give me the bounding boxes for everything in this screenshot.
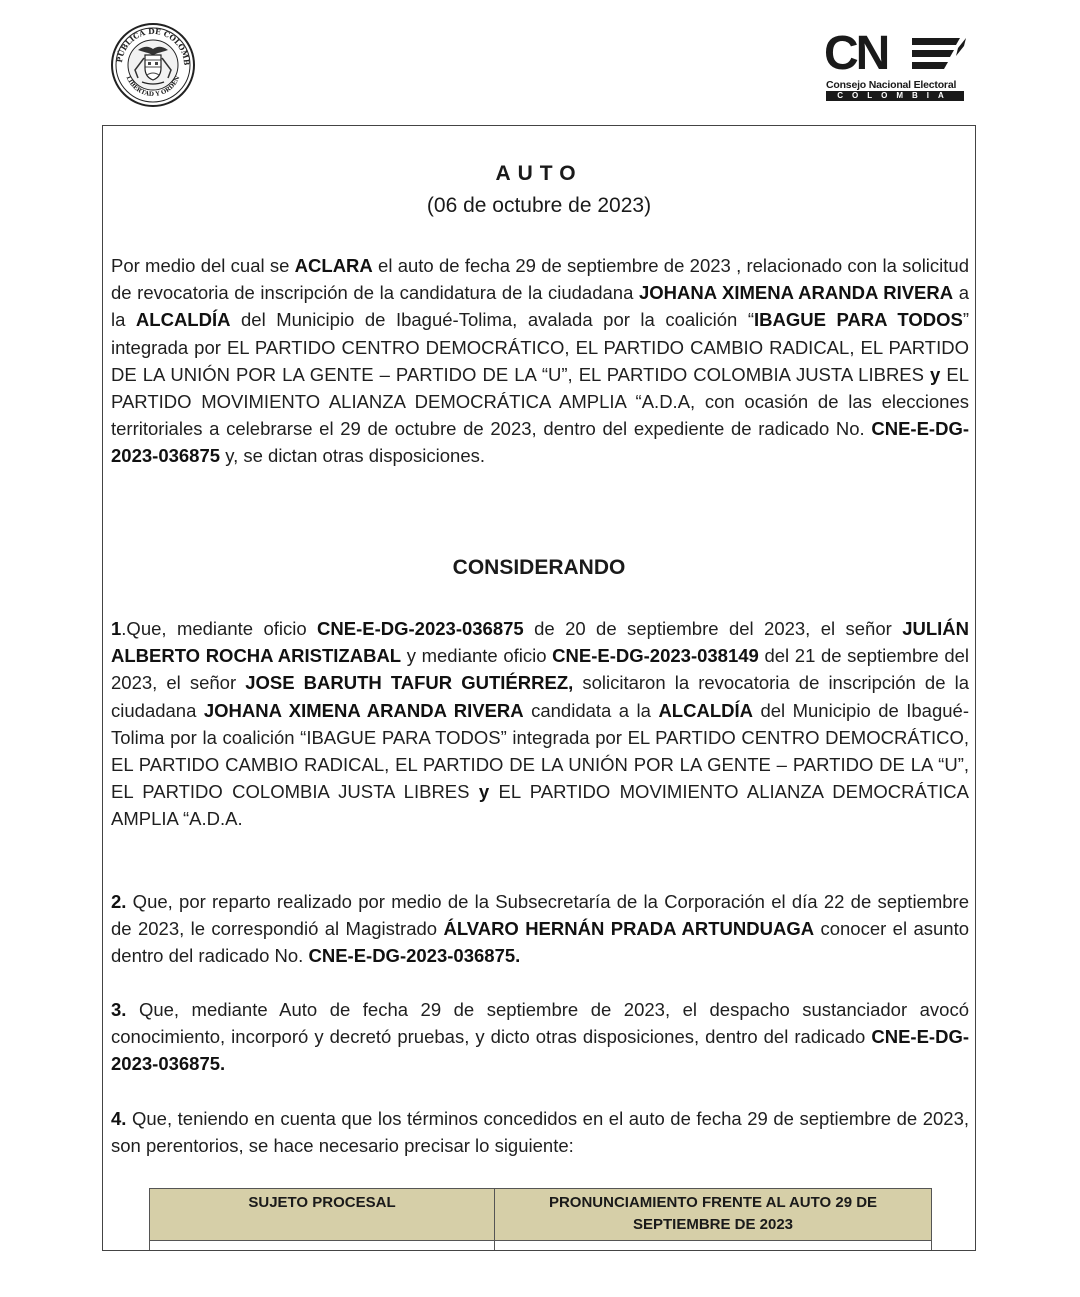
bold-text-run: ÁLVARO HERNÁN PRADA ARTUNDUAGA bbox=[443, 918, 815, 940]
table-row bbox=[150, 1241, 932, 1252]
text-run: Que, mediante Auto de fecha 29 de septiembre de 2023, el despacho sustanciador avocó conocimiento, incorporó y decretó pruebas, y dicto otras disposiciones, dentro del radicado bbox=[111, 999, 969, 1048]
text-run: Que, teniendo en cuenta que los términos concedidos en el auto de fecha 29 de septiembre de 2023, son perentorios, se hace necesario precisar lo siguiente: bbox=[111, 1108, 969, 1157]
text-run: y mediante oficio bbox=[401, 645, 553, 667]
bold-text-run: CNE-E-DG-2023-036875 bbox=[317, 618, 524, 639]
cne-logo bbox=[824, 27, 966, 102]
considerando-paragraph-4 bbox=[111, 1105, 969, 1159]
seal-bottom-text: LIBERTAD Y ORDEN bbox=[124, 74, 182, 99]
considerando-paragraph-3 bbox=[111, 996, 969, 1078]
text-run: solicitaron la revocatoria de inscripción de la ciudadana bbox=[111, 672, 969, 721]
text-run: de 20 de septiembre del 2023, el señor bbox=[523, 618, 903, 639]
bold-text-run: y bbox=[930, 363, 941, 385]
bold-text-run: ALCALDÍA bbox=[658, 699, 753, 721]
bold-text-run: JOSE BARUTH TAFUR GUTIÉRREZ, bbox=[245, 672, 574, 694]
text-run: Por medio del cual se bbox=[111, 255, 295, 276]
bold-text-run: 2. bbox=[111, 891, 127, 912]
text-run: y, se dictan otras disposiciones. bbox=[220, 445, 486, 467]
text-run: del Municipio de Ibagué-Tolima, avalada por la coalición “ bbox=[230, 309, 755, 331]
cne-logo-country: COLOMBIA bbox=[826, 91, 964, 101]
bold-text-run: y bbox=[478, 781, 490, 803]
procedural-table bbox=[149, 1188, 932, 1251]
considerando-heading: CONSIDERANDO bbox=[452, 556, 626, 579]
bold-text-run: 1 bbox=[111, 618, 122, 639]
bold-text-run: 4. bbox=[111, 1108, 127, 1129]
bold-text-run: 3. bbox=[111, 999, 127, 1020]
bold-text-run: CNE-E-DG-2023-038149 bbox=[552, 645, 759, 667]
bold-text-run: CNE-E-DG-2023-036875 bbox=[111, 418, 969, 467]
cne-logo-name: Consejo Nacional Electoral bbox=[826, 79, 957, 91]
considerando-paragraph-1 bbox=[111, 615, 969, 833]
considerando-paragraph-2 bbox=[111, 888, 969, 970]
bold-text-run: JOHANA XIMENA ARANDA RIVERA bbox=[203, 699, 524, 721]
seal-top-text: PÚBLICA DE COLOMB bbox=[115, 26, 192, 66]
text-run: del 21 de septiembre del 2023, el señor bbox=[111, 645, 970, 694]
table-cell bbox=[495, 1241, 932, 1252]
text-run: del Municipio de Ibagué-Tolima por la coalición “IBAGUE PARA TODOS” integrada por EL PARTIDO CENTRO DEMOCRÁTICO, EL PARTIDO CAMBIO RADICAL, EL PARTIDO DE LA UNIÓN POR LA GENTE – PARTIDO DE LA “U”, EL PARTIDO COLOMBIA JUSTA LIBRES bbox=[111, 699, 970, 803]
text-run: conocer el asunto dentro del radicado No. bbox=[111, 918, 970, 967]
document-frame bbox=[102, 125, 976, 1251]
table-header-sujeto: SUJETO PROCESAL bbox=[150, 1189, 495, 1241]
bold-text-run: CNE-E-DG-2023-036875. bbox=[111, 1026, 969, 1075]
bold-text-run: IBAGUE PARA TODOS bbox=[754, 309, 963, 331]
document-title: AUTO bbox=[495, 162, 583, 185]
colombia-seal bbox=[110, 22, 196, 108]
table-header-pronunciamiento: PRONUNCIAMIENTO FRENTE AL AUTO 29 DE SEPTIEMBRE DE 2023 bbox=[495, 1189, 932, 1241]
bold-text-run: ACLARA bbox=[294, 255, 373, 276]
text-run: EL PARTIDO MOVIMIENTO ALIANZA DEMOCRÁTICA AMPLIA “A.D.A. bbox=[111, 781, 969, 830]
text-run: EL PARTIDO MOVIMIENTO ALIANZA DEMOCRÁTICA AMPLIA “A.D.A, con ocasión de las elecciones territoriales a celebrarse el 29 de octubre de 2023, dentro del expediente de radicado No. bbox=[111, 363, 969, 440]
text-run: .Que, mediante oficio bbox=[121, 618, 318, 639]
text-run: a la bbox=[111, 282, 970, 331]
cne-logo-letters: CN bbox=[824, 27, 888, 80]
bold-text-run: JULIÁN ALBERTO ROCHA ARISTIZABAL bbox=[111, 618, 969, 667]
text-run: Que, por reparto realizado por medio de la Subsecretaría de la Corporación el día 22 de septiembre de 2023, le correspondió al Magistrado bbox=[111, 891, 969, 940]
text-run: candidata a la bbox=[523, 699, 659, 721]
document-date: (06 de octubre de 2023) bbox=[426, 194, 652, 217]
table-cell bbox=[150, 1241, 495, 1252]
bold-text-run: JOHANA XIMENA ARANDA RIVERA bbox=[638, 282, 954, 304]
text-run: el auto de fecha 29 de septiembre de 2023 , relacionado con la solicitud de revocatoria de inscripción de la candidatura de la ciudadana bbox=[111, 255, 969, 304]
bold-text-run: CNE-E-DG-2023-036875. bbox=[308, 945, 521, 967]
bold-text-run: ALCALDÍA bbox=[135, 309, 231, 331]
table-header-row bbox=[150, 1189, 932, 1241]
cne-stripes-icon bbox=[912, 36, 966, 74]
text-run: ” integrada por EL PARTIDO CENTRO DEMOCRÁTICO, EL PARTIDO CAMBIO RADICAL, EL PARTIDO DE LA UNIÓN POR LA GENTE – PARTIDO DE LA “U”, EL PARTIDO COLOMBIA JUSTA LIBRES bbox=[111, 309, 969, 385]
intro-paragraph bbox=[111, 252, 969, 470]
